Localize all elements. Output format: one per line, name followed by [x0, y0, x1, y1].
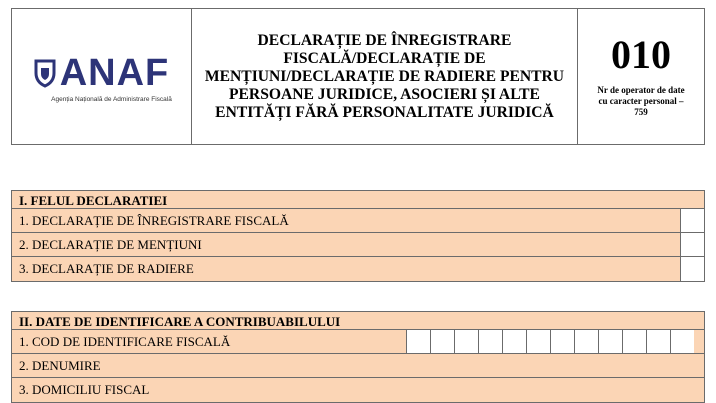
declaration-row-removal [12, 257, 704, 281]
logo-subtitle: Agenția Națională de Administrare Fiscală [51, 96, 172, 103]
section-taxpayer-identification [11, 311, 705, 403]
form-header [11, 8, 705, 145]
cif-digit-box[interactable] [574, 330, 598, 353]
form-title: DECLARAȚIE DE ÎNREGISTRARE FISCALĂ/DECLARAȚIE DE MENȚIUNI/DECLARAȚIE DE RADIERE PENTRU PERSOANE JURIDICE, ASOCIERI ȘI ALTE ENTITĂȚI FĂRĂ PERSONALITATE JURIDICĂ [204, 31, 565, 121]
cif-digit-box[interactable] [550, 330, 574, 353]
cif-digit-box[interactable] [622, 330, 646, 353]
cif-row [12, 330, 704, 354]
cif-digit-box[interactable] [406, 330, 430, 353]
logo-cell [12, 9, 192, 144]
name-row [12, 354, 704, 378]
row-label: 1. COD DE IDENTIFICARE FISCALĂ [19, 334, 231, 349]
row-label: 2. DECLARAȚIE DE MENȚIUNI [19, 237, 202, 252]
cif-digit-box[interactable] [526, 330, 550, 353]
cif-digit-box[interactable] [598, 330, 622, 353]
anaf-shield-icon [34, 58, 56, 88]
section-title: II. DATE DE IDENTIFICARE A CONTRIBUABILULUI [12, 312, 704, 330]
cif-input[interactable] [406, 330, 694, 353]
cif-digit-box[interactable] [454, 330, 478, 353]
anaf-logo [34, 54, 170, 92]
cif-digit-box[interactable] [430, 330, 454, 353]
row-label: 3. DOMICILIU FISCAL [19, 382, 150, 397]
form-code: 010 [611, 32, 671, 77]
operator-note: Nr de operator de date cu caracter personal – 759 [597, 85, 685, 117]
title-cell [192, 9, 578, 144]
cif-digit-box[interactable] [502, 330, 526, 353]
cif-digit-box[interactable] [646, 330, 670, 353]
declaration-row-mentions [12, 233, 704, 257]
row-label: 3. DECLARAȚIE DE RADIERE [19, 261, 194, 276]
removal-checkbox[interactable] [680, 257, 704, 281]
declaration-row-registration [12, 209, 704, 233]
fiscal-domicile-row [12, 378, 704, 402]
mentions-checkbox[interactable] [680, 233, 704, 256]
row-label: 1. DECLARAȚIE DE ÎNREGISTRARE FISCALĂ [19, 213, 289, 228]
section-title: I. FELUL DECLARATIEI [12, 191, 704, 209]
row-label: 2. DENUMIRE [19, 358, 101, 373]
cif-digit-box[interactable] [670, 330, 694, 353]
logo-text: ANAF [59, 52, 170, 94]
section-declaration-type [11, 190, 705, 282]
registration-checkbox[interactable] [680, 209, 704, 232]
code-cell [578, 9, 704, 144]
cif-digit-box[interactable] [478, 330, 502, 353]
